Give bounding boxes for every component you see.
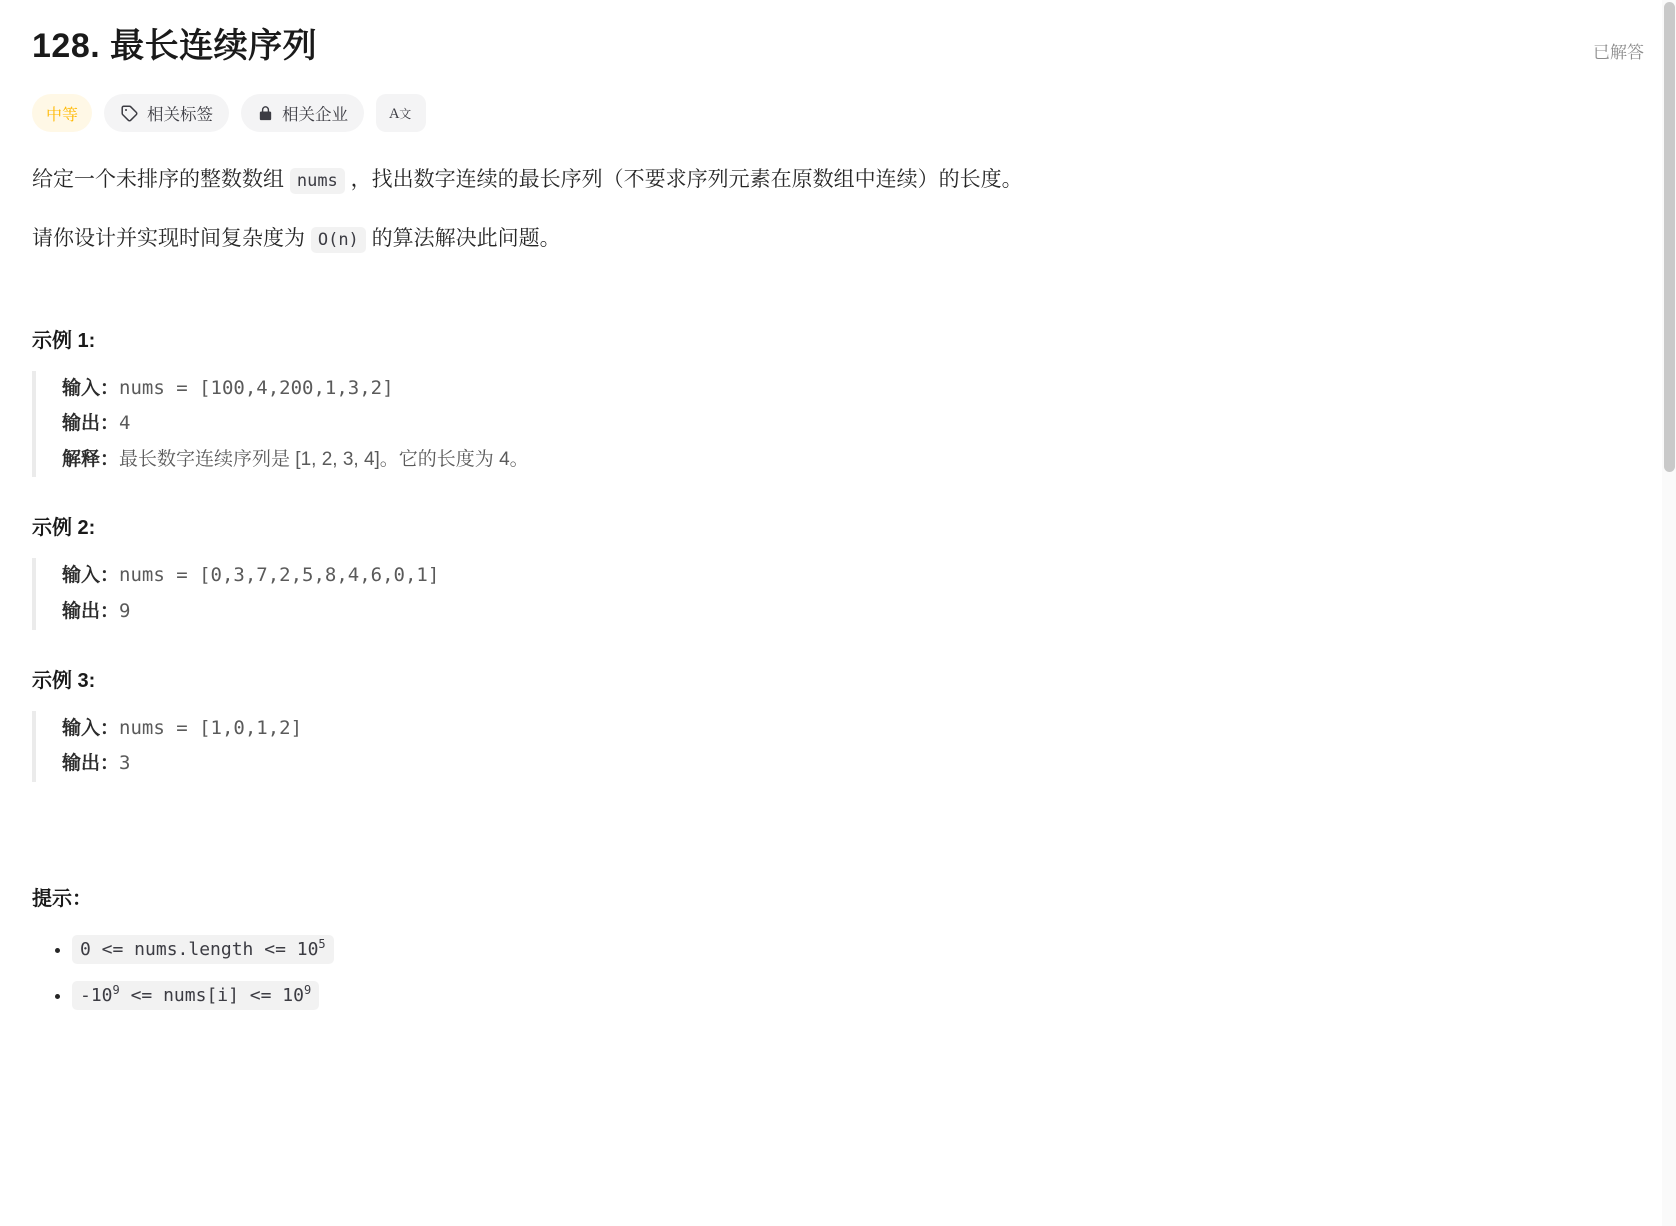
lock-icon bbox=[257, 104, 274, 123]
spacer-2 bbox=[32, 816, 1644, 882]
example-1-title: 示例 1: bbox=[32, 329, 96, 352]
scrollbar[interactable] bbox=[1662, 0, 1676, 1226]
example-2-block bbox=[32, 558, 1644, 629]
output-label: 输出： bbox=[62, 601, 120, 622]
list-item bbox=[72, 937, 1644, 961]
input-label: 输入： bbox=[62, 717, 120, 739]
example-2-input-value: nums = [0,3,7,2,5,8,4,6,0,1] bbox=[119, 564, 440, 587]
scrollbar-thumb[interactable] bbox=[1664, 2, 1675, 472]
example-2-title: 示例 2: bbox=[32, 517, 96, 540]
difficulty-badge[interactable] bbox=[32, 94, 92, 132]
description-paragraph-1 bbox=[32, 162, 1644, 199]
hint-2-sup2: 9 bbox=[303, 982, 312, 997]
list-item bbox=[72, 983, 1644, 1007]
related-companies-button[interactable] bbox=[241, 94, 364, 132]
translate-icon bbox=[389, 103, 413, 123]
meta-chip-row bbox=[32, 94, 1644, 132]
hints-list bbox=[32, 937, 1644, 1007]
desc-p1-before: 给定一个未排序的整数数组 bbox=[32, 168, 290, 192]
desc-p1-code: nums bbox=[290, 168, 345, 194]
description-paragraph-2 bbox=[32, 221, 1644, 258]
example-2-output-line bbox=[62, 594, 1644, 630]
hint-1-sup: 5 bbox=[318, 936, 326, 951]
page-title: 128. 最长连续序列 bbox=[32, 27, 318, 65]
related-tags-label: 相关标签 bbox=[147, 106, 214, 125]
related-companies-label: 相关企业 bbox=[282, 106, 349, 125]
desc-p2-code: O(n) bbox=[311, 227, 366, 253]
desc-p2-after: 的算法解决此问题。 bbox=[365, 226, 561, 250]
hint-2-sup: 9 bbox=[112, 982, 120, 997]
input-label: 输入： bbox=[62, 565, 120, 587]
spacer bbox=[32, 258, 1644, 324]
hint-2-code bbox=[72, 981, 319, 1010]
example-3-input-line bbox=[62, 711, 1644, 747]
explanation-label: 解释： bbox=[62, 448, 120, 470]
example-1-output-value: 4 bbox=[119, 412, 131, 435]
hint-1-code bbox=[72, 935, 334, 964]
desc-p1-after: ，找出数字连续的最长序列（不要求序列元素在原数组中连续）的长度。 bbox=[344, 168, 1023, 192]
example-3-output-line bbox=[62, 746, 1644, 782]
related-tags-button[interactable] bbox=[104, 94, 229, 132]
hint-2-suffix: <= nums[i] <= 10 bbox=[119, 984, 304, 1006]
example-1-block bbox=[32, 371, 1644, 478]
example-1-explanation-value: 最长数字连续序列是 [1, 2, 3, 4]。它的长度为 4。 bbox=[119, 448, 529, 470]
example-3-output-value: 3 bbox=[119, 752, 131, 775]
translate-button[interactable] bbox=[376, 94, 426, 132]
example-3-block bbox=[32, 711, 1644, 782]
example-2-output-value: 9 bbox=[119, 600, 131, 622]
output-label: 输出： bbox=[62, 753, 120, 775]
desc-p2-before: 请你设计并实现时间复杂度为 bbox=[32, 226, 311, 250]
example-1-input-line bbox=[62, 371, 1644, 407]
example-1-input-value: nums = [100,4,200,1,3,2] bbox=[119, 376, 394, 399]
example-1-explanation-line bbox=[62, 442, 1644, 478]
hint-1-prefix: 0 <= nums.length <= 10 bbox=[80, 938, 319, 960]
status-badge-solved: 已解答 bbox=[1593, 43, 1644, 62]
svg-text:文: 文 bbox=[399, 107, 412, 122]
output-label: 输出： bbox=[62, 413, 120, 435]
header bbox=[32, 24, 1644, 68]
tag-icon bbox=[120, 104, 139, 123]
hint-2-prefix: -10 bbox=[80, 984, 113, 1006]
example-3-input-value: nums = [1,0,1,2] bbox=[119, 716, 303, 739]
example-1-output-line bbox=[62, 406, 1644, 442]
example-2-input-line bbox=[62, 558, 1644, 594]
hints-title: 提示： bbox=[32, 887, 92, 910]
input-label: 输入： bbox=[62, 377, 120, 399]
svg-text:A: A bbox=[389, 106, 400, 123]
example-3-title: 示例 3: bbox=[32, 669, 96, 692]
difficulty-label: 中等 bbox=[46, 106, 79, 124]
